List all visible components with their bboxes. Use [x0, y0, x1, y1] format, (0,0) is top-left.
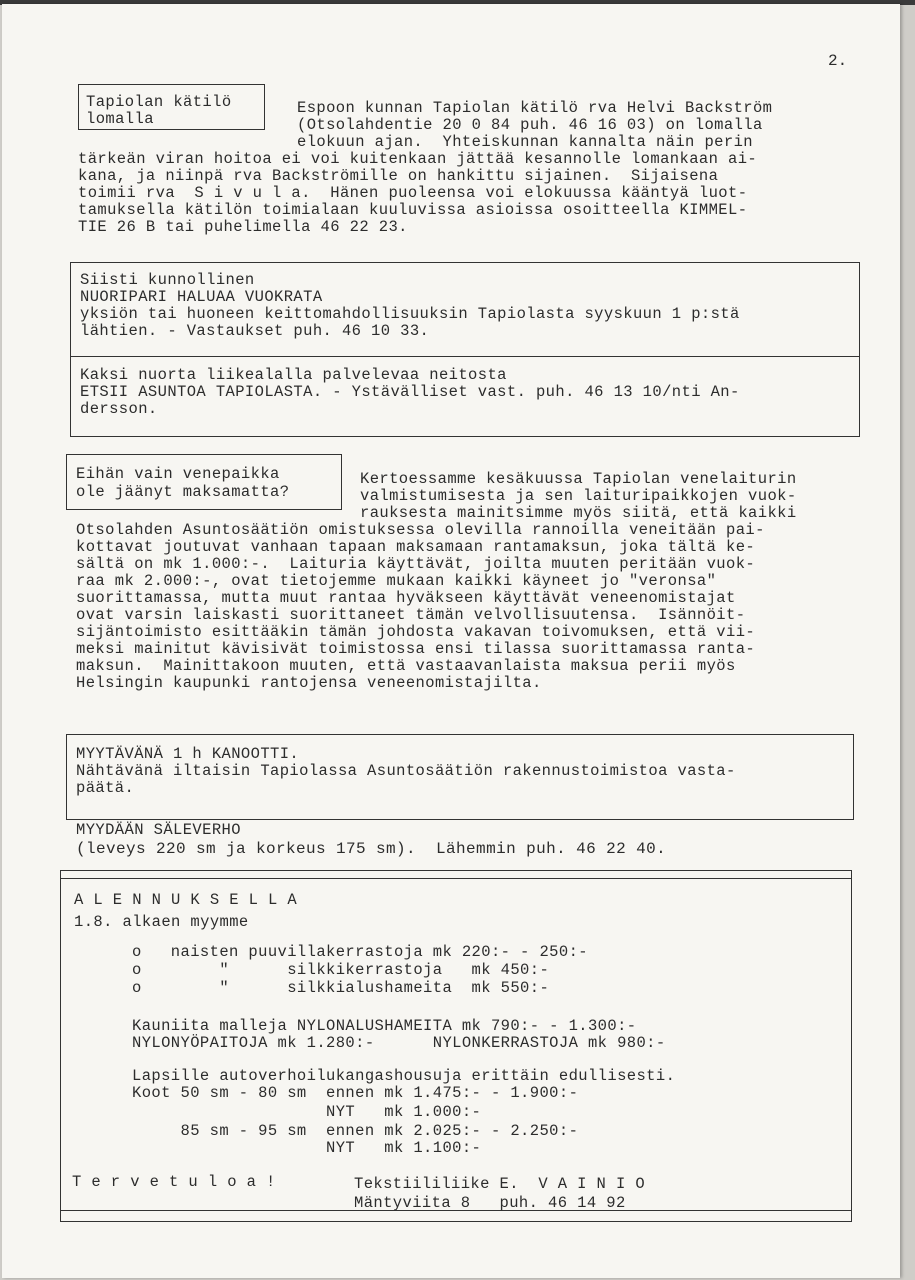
kanootti-text: Nähtävänä iltaisin Tapiolassa Asuntosäätiön rakennustoimistoa vasta-	[76, 762, 736, 780]
alennus-koot: Koot 50 sm - 80 sm ennen mk 1.475:- - 1.900:-	[132, 1084, 579, 1102]
katilo-heading-line-1: Tapiolan kätilö	[86, 93, 232, 111]
katilo-text: (Otsolahdentie 20 0 84 puh. 46 16 03) on lomalla	[297, 116, 763, 134]
kanootti-text: MYYTÄVÄNÄ 1 h KANOOTTI.	[76, 745, 300, 763]
nuoripari-text: lähtien. - Vastaukset puh. 46 10 33.	[80, 322, 430, 340]
venepaikka-text: ovat varsin laiskasti suorittaneet tämän velvollisuutensa. Isännöit-	[76, 606, 746, 624]
katilo-text: kana, ja niinpä rva Backströmille on hankittu sijainen. Sijaisena	[78, 167, 719, 185]
alennus-intro: 1.8. alkaen myymme	[74, 913, 249, 931]
venepaikka-text: raa mk 2.000:-, ovat tietojemme mukaan kaikki käyneet jo "veronsa"	[76, 572, 717, 590]
page-number: 2.	[828, 52, 848, 70]
venepaikka-text: Kertoessamme kesäkuussa Tapiolan venelaiturin	[360, 470, 797, 488]
kanootti-text: päätä.	[76, 779, 135, 797]
katilo-text: tamuksella kätilön toimialaan kuuluvissa asioissa osoitteella KIMMEL-	[78, 201, 748, 219]
katilo-heading-line-2: lomalla	[86, 110, 154, 128]
venepaikka-text: maksun. Mainittakoon muuten, että vastaavanlaista maksua perii myös	[76, 657, 736, 675]
venepaikka-text: sijäntoimisto esittääkin tämän johdosta vakavan toivomuksen, että vii-	[76, 623, 756, 641]
alennus-item: o " silkkikerrastoja mk 450:-	[132, 961, 550, 979]
alennus-koot: NYT mk 1.100:-	[132, 1139, 482, 1157]
nuoripari-text: Siisti kunnollinen	[80, 271, 255, 289]
venepaikka-text: meksi mainitut kävisivät toimistossa ensi tilassa suorittamassa ranta-	[76, 640, 756, 658]
alennus-top-rule	[60, 878, 852, 879]
alennus-item: o naisten puuvillakerrastoja mk 220:- - 250:-	[132, 943, 588, 961]
alennus-title: A L E N N U K S E L L A	[74, 891, 298, 909]
venepaikka-text: Helsingin kaupunki rantojensa veneenomistajilta.	[76, 674, 542, 692]
alennus-koot: 85 sm - 95 sm ennen mk 2.025:- - 2.250:-	[132, 1122, 579, 1140]
katilo-text: Espoon kunnan Tapiolan kätilö rva Helvi Backström	[297, 99, 773, 117]
nuoripari-text: yksiön tai huoneen keittomahdollisuuksin Tapiolasta syyskuun 1 p:stä	[80, 305, 740, 323]
venepaikka-text: rauksesta mainitsimme myös siitä, että kaikki	[360, 504, 797, 522]
venepaikka-text: sältä on mk 1.000:-. Laituria käyttävät, joilta muuten peritään vuok-	[76, 555, 756, 573]
katilo-text: elokuun ajan. Yhteiskunnan kannalta näin perin	[297, 133, 753, 151]
shop-name: Tekstiililiike E. V A I N I O	[354, 1175, 646, 1193]
ads-divider	[70, 356, 860, 357]
alennus-koot: NYT mk 1.000:-	[132, 1103, 482, 1121]
katilo-text: TIE 26 B tai puhelimella 46 22 23.	[78, 218, 408, 236]
asunto-text: Kaksi nuorta liikealalla palvelevaa neitosta	[80, 366, 507, 384]
saleverho-text: MYYDÄÄN SÄLEVERHO	[76, 821, 241, 839]
alennus-malleja: Kauniita malleja NYLONALUSHAMEITA mk 790:- - 1.300:-	[132, 1017, 637, 1035]
newsletter-page	[2, 4, 900, 1278]
katilo-text: toimii rva S i v u l a. Hänen puoleensa voi elokuussa kääntyä luot-	[78, 184, 748, 202]
katilo-text: tärkeän viran hoitoa ei voi kuitenkaan jättää kesannolle lomankaan ai-	[78, 150, 758, 168]
alennus-malleja: NYLONYÖPAITOJA mk 1.280:- NYLONKERRASTOJA mk 980:-	[132, 1034, 666, 1052]
asunto-text: dersson.	[80, 400, 158, 418]
tervetuloa-text: T e r v e t u l o a !	[72, 1173, 276, 1191]
asunto-text: ETSII ASUNTOA TAPIOLASTA. - Ystävälliset vast. puh. 46 13 10/nti An-	[80, 383, 740, 401]
venepaikka-text: Otsolahden Asuntosäätiön omistuksessa olevilla rannoilla veneitään pai-	[76, 521, 765, 539]
venepaikka-text: kottavat joutuvat vanhaan tapaan maksamaan rantamaksun, joka tältä ke-	[76, 538, 756, 556]
venepaikka-text: suorittamassa, mutta muut rantaa hyväkseen käyttävät veneenomistajat	[76, 589, 736, 607]
venepaikka-text: valmistumisesta ja sen laituripaikkojen vuok-	[360, 487, 797, 505]
venepaikka-heading-line-1: Eihän vain venepaikka	[76, 465, 280, 483]
alennus-lapsille: Lapsille autoverhoilukangashousuja erittäin edullisesti.	[132, 1067, 676, 1085]
nuoripari-text: NUORIPARI HALUAA VUOKRATA	[80, 288, 323, 306]
saleverho-text: (leveys 220 sm ja korkeus 175 sm). Lähemmin puh. 46 22 40.	[76, 840, 667, 858]
alennus-item: o " silkkialushameita mk 550:-	[132, 979, 550, 997]
venepaikka-heading-line-2: ole jäänyt maksamatta?	[76, 483, 290, 501]
shop-address: Mäntyviita 8 puh. 46 14 92	[354, 1194, 626, 1212]
